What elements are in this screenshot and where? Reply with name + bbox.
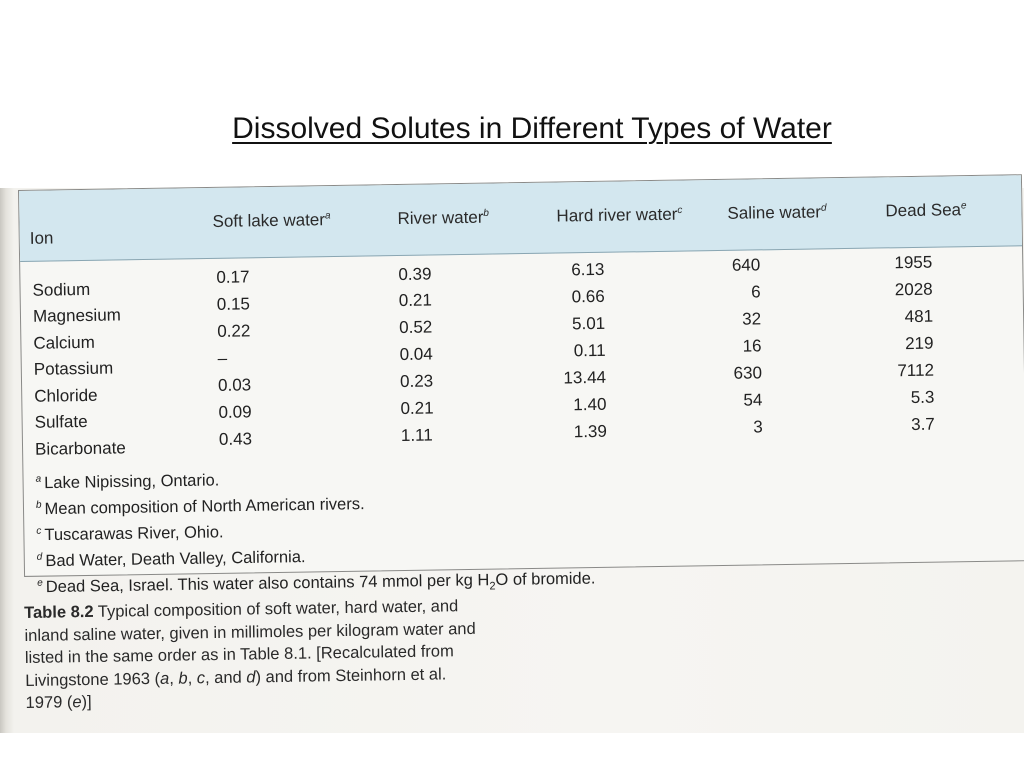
header-saline-water: Saline water$^d$: [727, 202, 827, 223]
cell-saline: 640: [731, 255, 761, 275]
cell-ion: Sulfate: [34, 411, 88, 432]
header-soft-lake-water: Soft lake water$^a$: [212, 210, 331, 231]
cell-saline: 3: [753, 417, 763, 437]
caption-label: Table 8.2: [24, 602, 94, 622]
cell-soft: 0.15: [216, 294, 251, 314]
footnote: $^b$ Mean composition of North American rivers.: [35, 495, 365, 519]
cell-dead: 2028: [894, 279, 933, 300]
footnote: $^a$ Lake Nipissing, Ontario.: [35, 471, 220, 493]
data-table: [18, 174, 1024, 597]
cell-soft: 0.22: [217, 321, 251, 341]
cell-river: 0.21: [398, 290, 433, 311]
cell-ion: Chloride: [34, 385, 98, 406]
footnote: $^c$ Tuscarawas River, Ohio.: [36, 523, 224, 545]
cell-river: 0.23: [399, 371, 434, 392]
cell-ion: Bicarbonate: [34, 438, 126, 459]
footnote: $^d$ Bad Water, Death Valley, California.: [36, 548, 306, 571]
cell-hard: 13.44: [563, 367, 607, 388]
cell-ion: Magnesium: [32, 305, 121, 326]
cell-hard: 6.13: [571, 259, 605, 280]
table-header: [19, 175, 1022, 262]
cell-soft: 0.43: [218, 429, 253, 449]
cell-ion: Calcium: [33, 332, 95, 353]
cell-river: 0.04: [399, 344, 433, 365]
cell-soft: 0.03: [217, 375, 252, 395]
cell-dead: 3.7: [911, 414, 935, 434]
cell-hard: 0.11: [573, 340, 606, 361]
cell-dead: 5.3: [910, 387, 935, 408]
cell-river: 1.11: [400, 425, 433, 446]
cell-hard: 1.39: [573, 421, 608, 442]
cell-saline: 32: [742, 309, 762, 329]
cell-dead: 481: [904, 306, 934, 327]
cell-hard: 1.40: [573, 394, 607, 415]
table-footnotes: [35, 460, 595, 605]
cell-hard: 0.66: [571, 286, 605, 307]
cell-soft: –: [217, 348, 228, 368]
cell-saline: 630: [733, 363, 763, 383]
cell-dead: 7112: [897, 360, 935, 381]
table-caption: Table 8.2 Typical composition of soft water, hard water, and inland saline water, given in millimoles per kilogram water and listed in the same order as in Table 8.1. [Recalculated from Livingstone 1963 (a, b, c, and d) and from Steinhorn et al. 1979 (e)]: [24, 597, 476, 712]
header-hard-river-water: Hard river water$^c$: [556, 204, 683, 226]
cell-ion: Potassium: [33, 358, 114, 379]
cell-river: 0.21: [400, 398, 434, 419]
cell-dead: 219: [904, 333, 934, 354]
header-ion: Ion: [29, 228, 54, 248]
cell-saline: 16: [742, 336, 762, 356]
cell-river: 0.52: [399, 317, 433, 338]
footnote: $^e$ Dead Sea, Israel. This water also contains 74 mmol per kg $H_2O$ of bromide.: [37, 569, 596, 597]
cell-ion: Sodium: [32, 279, 91, 300]
header-dead-sea: Dead Sea$^e$: [885, 200, 967, 221]
cell-saline: 6: [751, 282, 761, 302]
cell-hard: 5.01: [571, 313, 606, 334]
cell-soft: 0.17: [216, 267, 250, 287]
cell-dead: 1955: [894, 252, 933, 273]
page-title: Dissolved Solutes in Different Types of Water: [232, 112, 832, 145]
cell-soft: 0.09: [218, 402, 252, 422]
cell-saline: 54: [743, 390, 763, 410]
header-river-water: River water$^b$: [397, 207, 490, 229]
cell-river: 0.39: [398, 264, 432, 285]
